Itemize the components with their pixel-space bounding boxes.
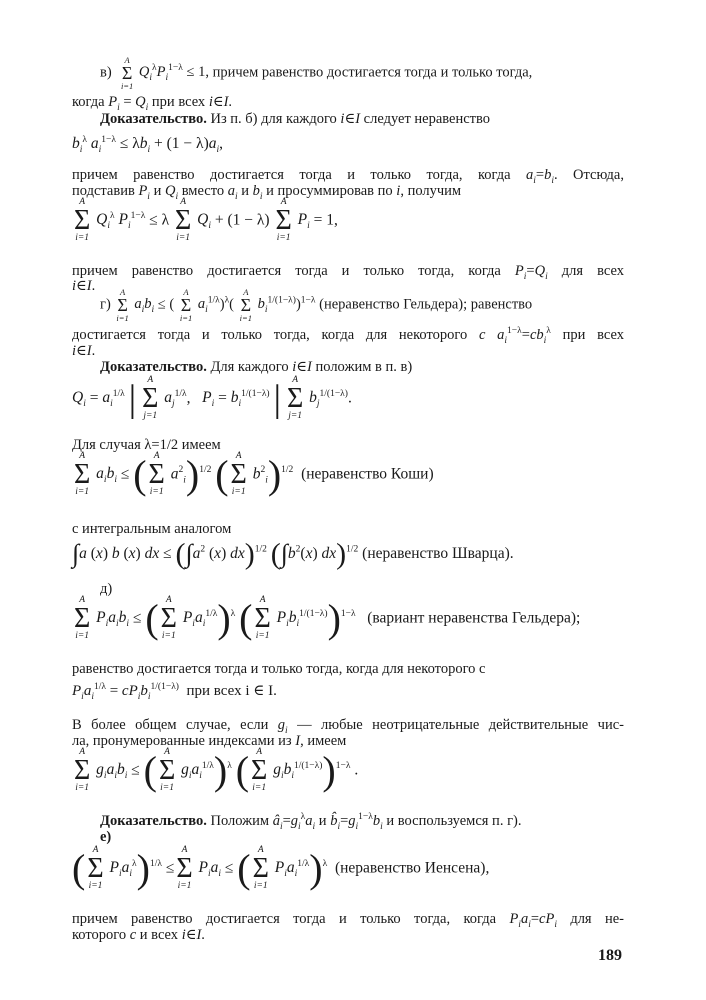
- cauchy-formula: A Σ i=1 $a_ib_i$ ≤ ( A Σ i=1 $a^2_i)^{1/2}$ ( A Σ i=1 $b^2_i)^{1/2}$ (неравенство Коши): [74, 451, 434, 498]
- cauchy-note: (неравенство Коши): [301, 465, 434, 483]
- page-number: 189: [598, 947, 622, 964]
- proof-g-line: Доказательство. Для каждого i∈I положим в п. в): [100, 359, 413, 375]
- item-d-general-formula: A Σ i=1 $g_ia_ib_i$ ≤ ( A Σ i=1 $g_ia_i^{1/\lambda})^\lambda$ ( A Σ i=1 $g_ib_i^{1/(1-\lambda)})^{1-\lambda}$ .: [74, 747, 359, 794]
- item-v-text1: причем равенство достигается тогда и только тогда,: [212, 64, 533, 81]
- proof-g-analog: с интегральным аналогом: [72, 521, 232, 537]
- item-e-text2: которого c и всех i∈I.: [72, 927, 205, 943]
- proof-v-text3: подставив $P_i$ и $Q_i$ вместо $a_i$ и $b_i$ и просуммировав по i, получим: [72, 183, 462, 202]
- item-g-text2: достигается тогда и только тогда, когда для некоторого c $a_i^{1-\lambda}=cb_i^\lambda$ при всех: [72, 326, 625, 346]
- jensen-formula: ( A Σ i=1 $P_ia_i^\lambda)^{1/\lambda}$ ≤ A Σ i=1 $P_ia_i$ ≤ ( A Σ i=1 $P_ia_i^{1/\lambda})^\lambda$ (неравенство Иенсена),: [72, 845, 490, 892]
- item-v-text2: когда $P_i = Q_i$ при всех i∈I.: [72, 94, 233, 113]
- proof-v-sum-formula: A Σ i=1 $Q_i^\lambda$ $P_i^{1-\lambda} \le \lambda$ A Σ i=1 $Q_i + (1 - \lambda)$ A Σ i=1 $P_i = 1$,: [74, 197, 338, 244]
- item-d-text3: В более общем случае, если $g_i$ — любые неотрицательные действительные чис-: [72, 717, 624, 736]
- sum-symbol: A Σ i=1: [120, 55, 134, 91]
- item-d-text4: ла, пронумерованные индексами из I, имеем: [72, 733, 347, 749]
- item-d-condition: $P_ia_i^{1/\lambda} = cP_ib_i^{1/(1-\lambda)}$ при всех i ∈ I.: [72, 682, 277, 702]
- item-d-text1: равенство достигается тогда и только тогда, когда для некоторого c: [72, 661, 486, 677]
- item-v-formula: $Q_i^\lambda P_i^{1-\lambda} \le 1$,: [138, 63, 209, 84]
- item-d-label: д): [100, 581, 113, 597]
- proof-v-text4: причем равенство достигается тогда и только тогда, когда $P_i=Q_i$ для всех: [72, 263, 624, 282]
- schwarz-formula: ∫a (x) b (x) dx ≤ ($\int a^2$ (x) dx)$^{1/2}$ ($\int b^2(x)$ dx)$^{1/2}$ (неравенство Шварца).: [72, 537, 514, 571]
- proof-g-case: Для случая λ=1/2 имеем: [72, 437, 221, 453]
- item-v-label: в): [100, 64, 112, 81]
- item-e-text1: причем равенство достигается тогда и только тогда, когда $P_ia_i=cP_i$ для не-: [72, 911, 624, 930]
- proof-g-def: $Q_i = a_i^{1/\lambda}$ | A Σ j=1 $a_j^{1/\lambda}$, $P_i = b_i^{1/(1-\lambda)}$ | A Σ j=1 $b_j^{1/(1-\lambda)}$.: [72, 375, 352, 422]
- item-g-line: г) A Σ i=1 $a_ib_i$ ≤ ( A Σ i=1 $a_i^{1/\lambda})^\lambda$( A Σ i=1 $b_i^{1/(1-\lambda)})^{1-\lambda}$ (неравенство Гельдера); равенство: [100, 287, 533, 323]
- item-g-note: (неравенство Гельдера); равенство: [319, 296, 533, 313]
- proof-v-inequality: $b_i^\lambda$ $a_i^{1-\lambda} \le \lambda b_i + (1 - \lambda)a_i$,: [72, 134, 223, 156]
- schwarz-note: (неравенство Шварца).: [362, 544, 514, 562]
- jensen-note: (неравенство Иенсена),: [334, 859, 490, 877]
- proof-d-line: Доказательство. Положим $â_i=g_i^\lambda a_i$ и $b̂_i=g_i^{1-\lambda}b_i$ и воспользуемся п. г).: [100, 812, 522, 832]
- proof-v-text2: причем равенство достигается тогда и только тогда, когда $a_i=b_i$. Отсюда,: [72, 167, 624, 186]
- item-g-text3: i∈I.: [72, 343, 96, 359]
- item-v-line: [100, 56, 532, 90]
- proof-v-line: Доказательство. Из п. б) для каждого i∈I следует неравенство: [100, 111, 491, 127]
- proof-v-title: Доказательство.: [100, 111, 207, 127]
- item-d-note: (вариант неравенства Гельдера);: [367, 609, 581, 627]
- item-e-label: е): [100, 829, 112, 845]
- proof-v-text5: i∈I.: [72, 278, 96, 294]
- item-d-formula: A Σ i=1 $P_ia_ib_i$ ≤ ( A Σ i=1 $P_ia_i^{1/\lambda})^\lambda$ ( A Σ i=1 $P_ib_i^{1/(1-\lambda)})^{1-\lambda}$ (вариант неравенства Гельдера);: [74, 595, 581, 642]
